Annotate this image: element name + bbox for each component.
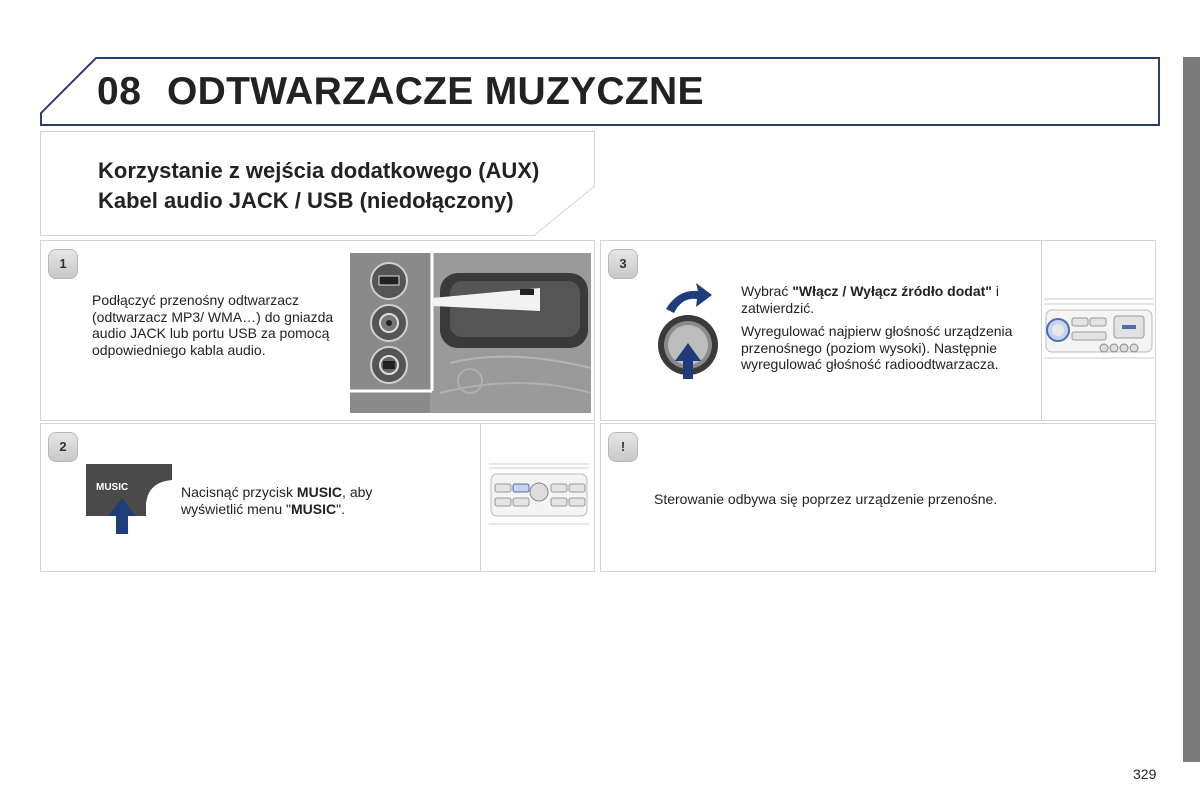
step-2-text-c: ". [336, 500, 345, 517]
music-button-icon [86, 464, 172, 536]
side-tab [1183, 57, 1200, 762]
jack-socket-icon [371, 305, 407, 341]
warning-panel [600, 423, 1156, 572]
step-3-bold: "Włącz / Wyłącz źródło dodat" [792, 283, 992, 299]
subtitle-line-1: Korzystanie z wejścia dodatkowego (AUX) [98, 158, 540, 183]
panel-divider [480, 424, 481, 571]
step-3-text-b: i zatwierdzić. [741, 283, 999, 316]
step-2-text-b: , aby wyświetlić menu " [181, 484, 373, 517]
warning-icon: ! [608, 432, 638, 462]
radio-panel-image [1044, 296, 1154, 364]
step-2-text [181, 484, 431, 517]
usb-port-icon [371, 263, 407, 299]
step-2-bold-a: MUSIC [296, 484, 343, 500]
step-3-text-a: Wybrać [741, 283, 793, 299]
jack-socket-icon [371, 347, 407, 383]
subtitle-line-2: Kabel audio JACK / USB (niedołączony) [98, 188, 514, 213]
step-badge: 3 [608, 249, 638, 279]
page-number: 329 [1133, 766, 1157, 782]
music-icon-label: MUSIC [96, 482, 129, 493]
radio-panel-image [489, 460, 589, 532]
chapter-header [40, 57, 1160, 127]
step-2-panel [40, 423, 595, 572]
chapter-number: 08 [97, 70, 142, 113]
rotate-arrow-icon [666, 283, 712, 313]
step-1-text: Podłączyć przenośny odtwarzacz (odtwarzacz MP3/ WMA…) do gniazda audio JACK lub portu USB za pomocą odpowiedniego kabla audio. [92, 292, 334, 358]
panel-divider [1041, 241, 1042, 420]
step-2-bold-b: MUSIC [291, 500, 337, 517]
chapter-title: ODTWARZACZE MUZYCZNE [167, 70, 704, 113]
section-subtitle [40, 131, 595, 236]
step-badge: 2 [48, 432, 78, 462]
step-3-panel [600, 240, 1156, 421]
step-3-text [741, 283, 1036, 380]
warning-text: Sterowanie odbywa się poprzez urządzenie przenośne. [654, 491, 998, 507]
aux-ports-photo [350, 253, 591, 413]
step-3-paragraph-2: Wyregulować najpierw głośność urządzenia przenośnego (poziom wysoki). Następnie wyregulować głośność radioodtwarzacza. [741, 323, 1013, 372]
step-badge: 1 [48, 249, 78, 279]
step-1-panel [40, 240, 595, 421]
step-2-text-a: Nacisnąć przycisk [181, 484, 297, 500]
rotary-knob-icon [656, 281, 720, 381]
step-3-paragraph-1 [741, 283, 1036, 316]
